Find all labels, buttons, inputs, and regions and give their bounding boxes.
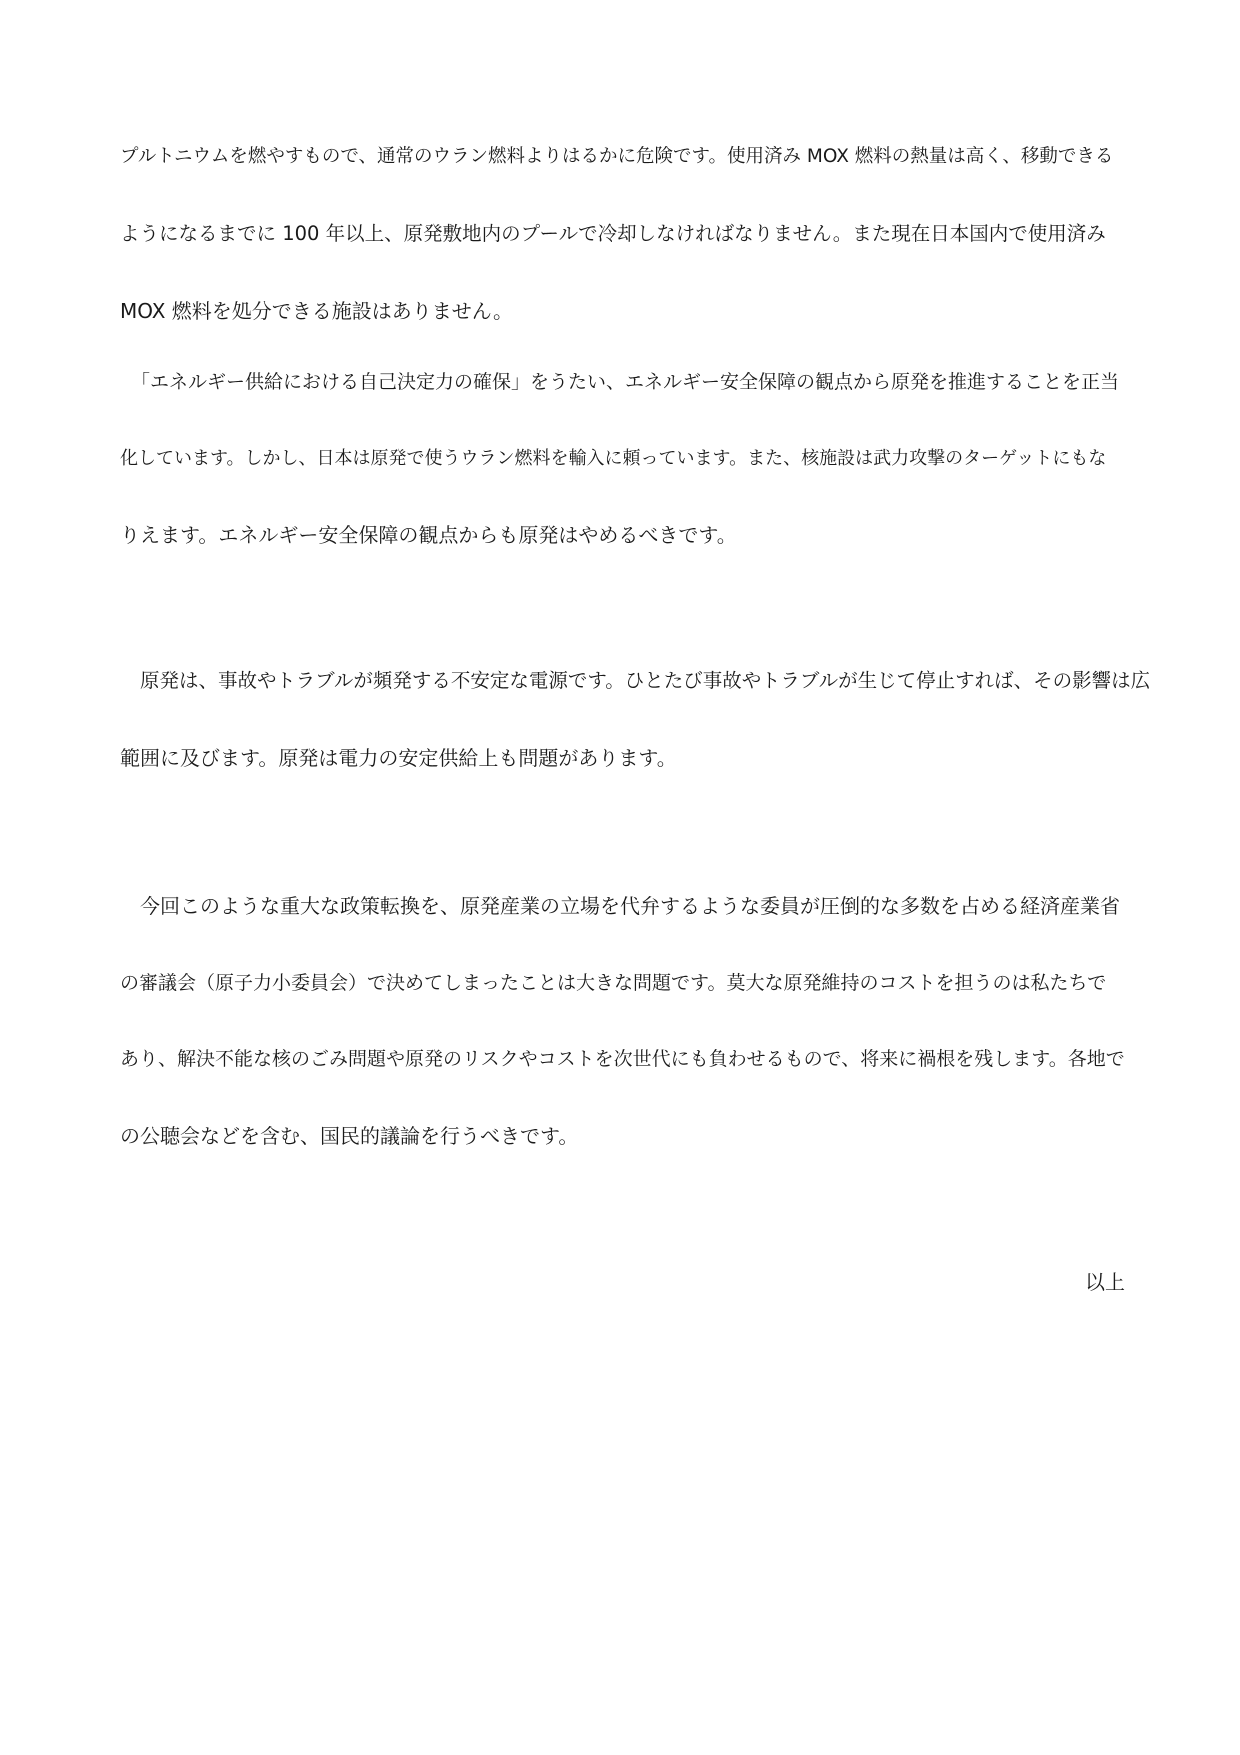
paragraph-2-line-2: 化しています。しかし、日本は原発で使うウラン燃料を輸入に頼っています。また、核施設は武力攻撃のターゲットにもな bbox=[120, 448, 1107, 469]
paragraph-4-line-2: の審議会（原子力小委員会）で決めてしまったことは大きな問題です。莫大な原発維持のコストを担うのは私たちで bbox=[120, 972, 1107, 994]
paragraph-1-line-1: プルトニウムを燃やすもので、通常のウラン燃料よりはるかに危険です。使用済み MOX 燃料の熱量は高く、移動できる bbox=[120, 146, 1114, 167]
paragraph-2-line-1: 「エネルギー供給における自己決定力の確保」をうたい、エネルギー安全保障の観点から原発を推進することを正当 bbox=[131, 371, 1120, 393]
paragraph-3-line-1: 原発は、事故やトラブルが頻発する不安定な電源です。ひとたび事故やトラブルが生じて停止すれば、その影響は広 bbox=[140, 669, 1151, 692]
paragraph-4-line-3: あり、解決不能な核のごみ問題や原発のリスクやコストを次世代にも負わせるもので、将来に禍根を残します。各地で bbox=[120, 1048, 1125, 1070]
paragraph-4-line-1: 今回このような重大な政策転換を、原発産業の立場を代弁するような委員が圧倒的な多数を占める経済産業省 bbox=[140, 894, 1120, 918]
paragraph-1-line-3: MOX 燃料を処分できる施設はありません。 bbox=[120, 299, 513, 323]
closing-text: 以上 bbox=[1085, 1270, 1125, 1294]
paragraph-4-line-4: の公聴会などを含む、国民的議論を行うべきです。 bbox=[120, 1124, 579, 1148]
paragraph-3-line-2: 範囲に及びます。原発は電力の安定供給上も問題があります。 bbox=[120, 746, 677, 770]
paragraph-1-line-2: ようになるまでに 100 年以上、原発敷地内のプールで冷却しなければなりません。また現在日本国内で使用済み bbox=[120, 222, 1106, 245]
paragraph-2-line-3: りえます。エネルギー安全保障の観点からも原発はやめるべきです。 bbox=[120, 523, 737, 547]
